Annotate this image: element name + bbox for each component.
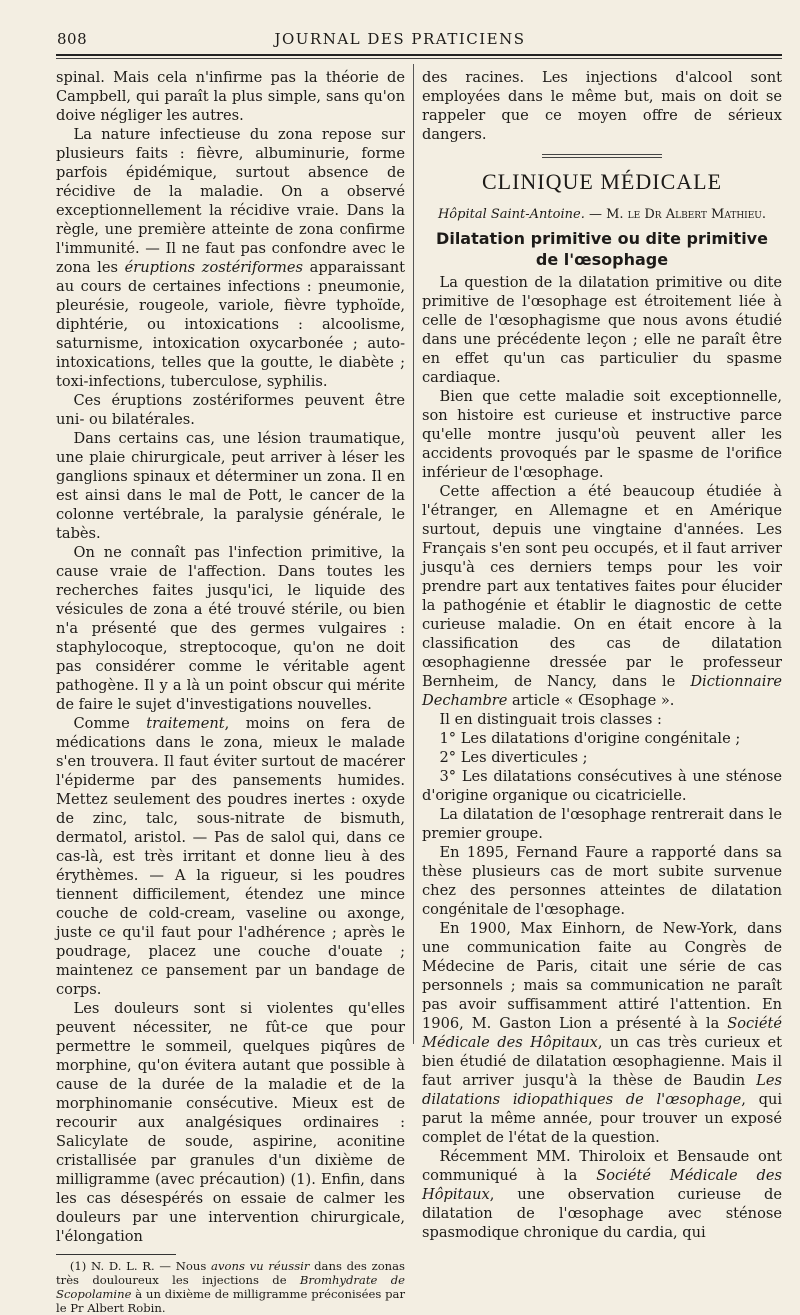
text-run: La nature infectieuse du zona repose sur plusieurs faits : fièvre, albuminurie, forme parfois épidémique, surtout absence de récidive de la maladie. On a observé exceptionnellement la récidive vraie. Dans la règle, une première atteinte de zona confirme l'immunité. — Il ne faut pas confondre avec le zona les	[56, 126, 405, 276]
paragraph: Bien que cette maladie soit exceptionnelle, son histoire est curieuse et instructive parce qu'elle montre jusqu'où peuvent aller les accidents provoqués par le spasme de l'orifice inférieur de l'œsophage.	[422, 388, 782, 481]
paragraph	[422, 482, 782, 710]
article-title-line: Dilatation primitive ou dite primitive	[436, 229, 768, 248]
text-run: , moins on fera de médications dans le zona, mieux le malade s'en trouvera. Il faut éviter surtout de macérer l'épiderme par des pansements humides. Mettez seulement des poudres inertes : oxyde de zinc, talc, sous-nitrate de bismuth, dermatol, aristol. — Pas de salol qui, dans ce cas-là, est très irritant et donne lieu à des érythèmes. — A la rigueur, si les poudres tiennent difficilement, étendez une mince couche de cold-cream, vaseline ou axonge, juste ce qu'il faut pour l'adhérence ; après le poudrage, placez une couche d'ouate ; maintenez ce pansement par un bandage de corps.	[56, 715, 405, 998]
text-run: En 1900, Max Einhorn, de New-York, dans une communication faite au Congrès de Médecine de Paris, citait une série de cas personnels ; mais sa communication ne paraît pas avoir suffisamment attiré l'attention. En 1906, M. Gaston Lion a présenté à la	[422, 920, 782, 1032]
paragraph	[56, 125, 405, 391]
text-run: — M. le Dr	[584, 207, 666, 222]
text-run: Récemment MM. Thiroloix et Bensaude ont communiqué à la	[422, 1148, 782, 1184]
paragraph: Ces éruptions zostériformes peuvent être uni- ou bilatérales.	[56, 392, 405, 428]
section-title: CLINIQUE MÉDICALE	[481, 169, 723, 194]
article-title	[422, 228, 782, 270]
paragraph: Les douleurs sont si violentes qu'elles peuvent nécessiter, ne fût-ce que pour permettre le sommeil, quelques piqûres de morphine, qu'on évitera autant que possible à cause de la durée de la maladie et de la morphinomanie consécutive. Mieux est de recourir aux analgésiques ordinaires : Salicylate de soude, aspirine, aconitine cristallisée par granules d'un dixième de milligramme (avec précaution) (1). Enfin, dans les cas désespérés on essaie de calmer les douleurs par une intervention chirurgicale, l'élongation	[56, 1000, 405, 1245]
list-item: 2° Les diverticules ;	[439, 749, 588, 766]
italic-text: Société Médicale des Hôpitaux	[422, 1167, 782, 1203]
text-run: Cette affection a été beaucoup étudiée à l'étranger, en Allemagne et en Amérique surtout, depuis une vingtaine d'années. Les Français s'en sont peu occupés, et il faut arriver jusqu'à ces derniers temps pour les voir prendre part aux tentatives faites pour élucider la pathogénie et établir le diagnostic de cette curieuse maladie. On en était encore à la classification des cas de dilatation œsophagienne dressée par le professeur Bernheim, de Nancy, dans le	[422, 483, 782, 690]
italic-text: Bromhydrate de Scopolamine	[56, 1273, 405, 1301]
italic-text: Les dilatations idiopathiques de l'œsophage	[422, 1072, 782, 1108]
paragraph: Dans certains cas, une lésion traumatique, une plaie chirurgicale, peut arriver à léser les ganglions spinaux et déterminer un zona. Il en est ainsi dans le mal de Pott, le cancer de la colonne vertébrale, la paralysie générale, le tabès.	[56, 430, 405, 542]
text-run: , qui parut la même année, pour trouver un exposé complet de l'état de la question.	[422, 1091, 783, 1146]
left-column	[56, 68, 405, 1315]
hospital-line	[422, 205, 782, 224]
paragraph: On ne connaît pas l'infection primitive, la cause vraie de l'affection. Dans toutes les recherches faites jusqu'ici, le liquide des vésicules de zona a été trouvé stérile, ou bien n'a présenté que des germes vulgaires : staphylocoque, streptocoque, qu'on ne doit pas considérer comme le véritable agent pathogène. Il y a là un point obscur qui mérite de faire le sujet d'investigations nouvelles.	[56, 544, 405, 713]
paragraph: La question de la dilatation primitive ou dite primitive de l'œsophage est étroitement liée à celle de l'œsophagisme que nous avons étudié dans une précédente leçon ; elle ne paraît être en effet qu'un cas particulier du spasme cardiaque.	[422, 274, 782, 386]
column-divider	[413, 64, 414, 1044]
italic-text: Société Médicale des Hôpitaux	[422, 1015, 782, 1051]
italic-text: traitement	[146, 715, 225, 732]
paragraph	[422, 1147, 782, 1242]
list-item: 1° Les dilatations d'origine congénitale ;	[439, 730, 741, 747]
footnote	[56, 1259, 405, 1315]
text-run: (1) N. D. L. R. — Nous	[69, 1259, 212, 1273]
page-number: 808	[57, 30, 88, 48]
paragraph: des racines. Les injections d'alcool sont employées dans le même but, mais on doit se rappeler que ce moyen offre de sérieux dangers.	[422, 69, 782, 143]
text-run: à un dixième de milligramme préconisées par le Pr Albert Robin.	[56, 1287, 405, 1315]
paragraph: spinal. Mais cela n'infirme pas la théorie de Campbell, qui paraît la plus simple, sans qu'on doive négliger les autres.	[56, 69, 405, 124]
journal-title: JOURNAL DES PRATICIENS	[274, 30, 526, 48]
header-rule	[56, 54, 782, 56]
italic-text: avons vu réussir	[211, 1259, 310, 1273]
text-run: , une observation curieuse de dilatation de l'œsophage avec sténose spasmodique chronique du cardia, qui	[422, 1186, 782, 1241]
italic-text: Dictionnaire Dechambre	[422, 673, 782, 709]
paragraph: La dilatation de l'œsophage rentrerait dans le premier groupe.	[422, 806, 782, 842]
page-header	[0, 0, 800, 58]
footnote-rule	[56, 1254, 176, 1255]
section-rule	[542, 154, 662, 155]
header-rule-thin	[56, 58, 782, 59]
paragraph	[56, 714, 405, 999]
author-name: Albert Mathieu.	[665, 207, 767, 222]
text-run: dans des zonas très douloureux les injections de	[56, 1259, 405, 1287]
paragraph: Il en distinguait trois classes :	[439, 711, 662, 728]
article-title-line: de l'œsophage	[535, 250, 669, 269]
text-run: , un cas très curieux et bien étudié de dilatation œsophagienne. Mais il faut arriver jusqu'à la thèse de Baudin	[422, 1034, 782, 1089]
paragraph	[422, 919, 782, 1147]
right-column	[422, 68, 782, 1242]
text-run: Comme	[73, 715, 147, 732]
paragraph: En 1895, Fernand Faure a rapporté dans sa thèse plusieurs cas de mort subite survenue chez des personnes atteintes de dilatation congénitale de l'œsophage.	[422, 844, 782, 918]
text-run: apparaissant au cours de certaines infections : pneumonie, pleurésie, rougeole, variole, fièvre typhoïde, diphtérie, ou intoxications : alcoolisme, saturnisme, intoxication oxycarbonée ; auto-intoxications, telles que la goutte, le diabète ; toxi-infections, tuberculose, syphilis.	[56, 259, 405, 390]
section-rule-thin	[542, 157, 662, 158]
list-item: 3° Les dilatations consécutives à une sténose d'origine organique ou cicatricielle.	[422, 768, 782, 804]
text-run: article « Œsophage ».	[507, 692, 675, 709]
hospital-name: Hôpital Saint-Antoine.	[437, 207, 585, 222]
italic-text: éruptions zostériformes	[124, 259, 304, 276]
